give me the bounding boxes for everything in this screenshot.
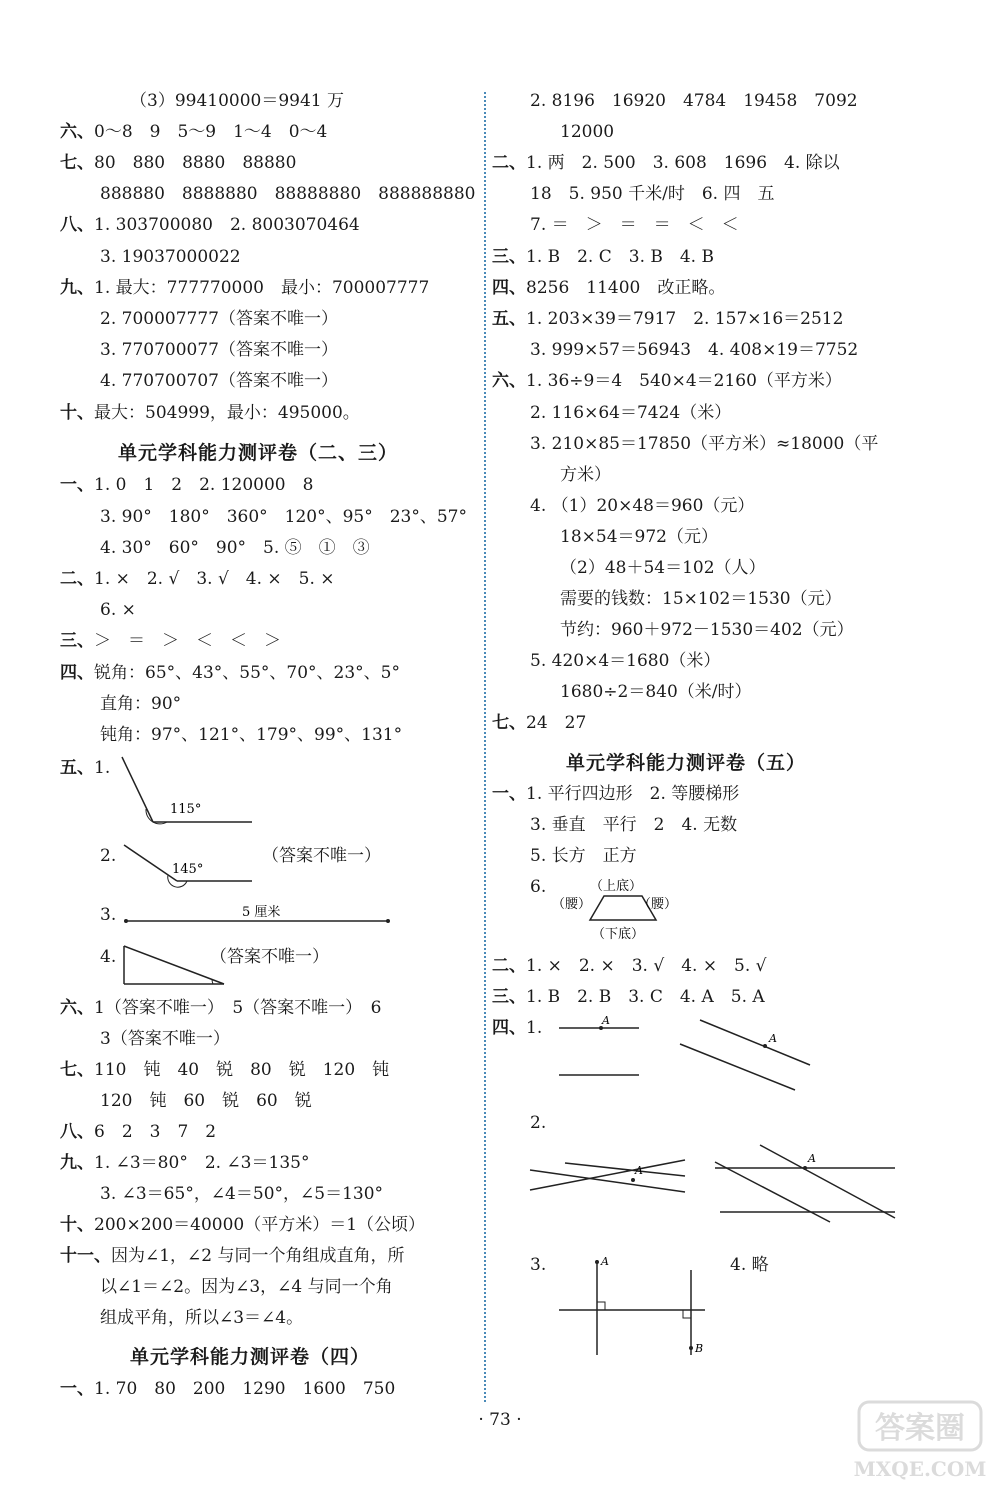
right-answer-line bbox=[530, 1112, 546, 1134]
section-label: 三、 bbox=[60, 631, 94, 651]
answer-text: 4. 略 bbox=[730, 1255, 769, 1275]
answer-text: 3（答案不唯一） bbox=[100, 1029, 230, 1049]
section-label: 七、 bbox=[60, 153, 94, 173]
figure-parallel-1 bbox=[555, 1010, 815, 1095]
answer-text: 1680÷2＝840（米/时） bbox=[560, 682, 752, 702]
right-answer-line bbox=[530, 650, 720, 672]
right-answer-line bbox=[530, 433, 878, 455]
section-label: 六、 bbox=[492, 371, 526, 391]
left-answer-line bbox=[60, 568, 335, 590]
figure-parallel-2 bbox=[525, 1140, 900, 1222]
section-label: 三、 bbox=[492, 247, 526, 267]
answer-text: 1. B 2. C 3. B 4. B bbox=[526, 247, 714, 267]
left-answer-line bbox=[100, 506, 467, 528]
left-answer-line bbox=[100, 183, 475, 205]
figure-trapezoid bbox=[552, 872, 682, 942]
answer-text: 4. （1）20×48＝960（元） bbox=[530, 496, 755, 516]
answer-text: 1. × 2. √ 3. √ 4. × 5. × bbox=[94, 569, 335, 589]
left-answer-line bbox=[60, 1121, 216, 1143]
section-label: 七、 bbox=[60, 1060, 94, 1080]
section-label: 六、 bbox=[60, 122, 94, 142]
left-answer-line bbox=[100, 1090, 312, 1112]
answer-text: 2. 8196 16920 4784 19458 7092 bbox=[530, 91, 858, 111]
answer-text: 方米） bbox=[560, 465, 611, 485]
answer-text: 3. bbox=[100, 905, 117, 925]
section-label: 七、 bbox=[492, 713, 526, 733]
figure-angle-115 bbox=[120, 755, 260, 825]
left-answer-line bbox=[100, 845, 116, 867]
page-number: · 73 · bbox=[478, 1410, 522, 1430]
section-label: 八、 bbox=[60, 215, 94, 235]
answer-text: 7. ＝ ＞ ＝ ＝ ＜ ＜ bbox=[530, 215, 739, 235]
section-label: 九、 bbox=[60, 278, 94, 298]
right-answer-line bbox=[530, 90, 858, 112]
answer-text: 5. 长方 正方 bbox=[530, 846, 637, 866]
right-answer-line bbox=[560, 557, 766, 579]
answer-text: 4. 30° 60° 90° 5. ⑤ ① ③ bbox=[100, 538, 370, 558]
left-answer-line bbox=[100, 308, 338, 330]
left-answer-line bbox=[60, 662, 400, 684]
left-answer-line bbox=[60, 1059, 389, 1081]
answer-text: 1. 平行四边形 2. 等腰梯形 bbox=[526, 784, 740, 804]
section-label: 二、 bbox=[60, 569, 94, 589]
right-answer-line bbox=[560, 588, 842, 610]
left-answer-line bbox=[100, 370, 338, 392]
left-answer-line bbox=[100, 246, 241, 268]
trapezoid-left-label: （腰） bbox=[552, 897, 592, 912]
answer-text: 18 5. 950 千米/时 6. 四 五 bbox=[530, 184, 775, 204]
angle-115-label: 115° bbox=[170, 802, 202, 817]
figure-angle-145 bbox=[122, 843, 262, 888]
right-answer-line bbox=[492, 783, 739, 805]
left-answer-line bbox=[60, 1378, 395, 1400]
section-label: 五、 bbox=[60, 758, 94, 778]
right-answer-line bbox=[560, 121, 614, 143]
answer-text: 6 2 3 7 2 bbox=[94, 1122, 217, 1142]
answer-text: 节约：960＋972－1530＝402（元） bbox=[560, 620, 854, 640]
section-label: 九、 bbox=[60, 1153, 94, 1173]
left-answer-line bbox=[100, 693, 181, 715]
section-label: 四、 bbox=[60, 663, 94, 683]
section-label: 三、 bbox=[492, 987, 526, 1007]
section-label: 二、 bbox=[492, 956, 526, 976]
answer-text: 需要的钱数：15×102＝1530（元） bbox=[560, 589, 842, 609]
answer-text: 1. 203×39＝7917 2. 157×16＝2512 bbox=[526, 309, 844, 329]
svg-text:MXQE.COM: MXQE.COM bbox=[853, 1457, 987, 1481]
right-answer-line bbox=[530, 495, 754, 517]
answer-text: 12000 bbox=[560, 122, 615, 142]
answer-text: 锐角：65°、43°、55°、70°、23°、5° bbox=[94, 663, 400, 683]
left-answer-line bbox=[60, 1152, 309, 1174]
answer-text: 2. 116×64＝7424（米） bbox=[530, 403, 732, 423]
answer-text: 钝角：97°、121°、179°、99°、131° bbox=[100, 725, 403, 745]
answer-text: 5. 420×4＝1680（米） bbox=[530, 651, 721, 671]
answer-text: 1（答案不唯一） 5（答案不唯一） 6 bbox=[94, 998, 382, 1018]
left-answer-line bbox=[60, 757, 110, 779]
section-title: 单元学科能力测评卷（五） bbox=[566, 752, 807, 774]
right-answer-line bbox=[560, 526, 718, 548]
answer-text: 因为∠1，∠2 与同一个角组成直角，所 bbox=[111, 1246, 405, 1266]
answer-text: （2）48＋54＝102（人） bbox=[560, 558, 766, 578]
left-answer-line bbox=[100, 1028, 230, 1050]
answer-text: 888880 8888880 88888880 888888880 bbox=[100, 184, 476, 204]
answer-text: 24 27 bbox=[526, 713, 587, 733]
right-answer-line bbox=[492, 370, 842, 392]
right-answer-line bbox=[560, 681, 752, 703]
right-answer-line bbox=[730, 1254, 769, 1276]
left-answer-line bbox=[100, 1183, 383, 1205]
answer-text: 1. bbox=[526, 1018, 543, 1038]
answer-text: 1. ∠3＝80° 2. ∠3＝135° bbox=[94, 1153, 310, 1173]
left-answer-line bbox=[100, 1276, 393, 1298]
section-label: 十一、 bbox=[60, 1246, 111, 1266]
left-answer-line bbox=[60, 214, 360, 236]
answer-text: 8256 11400 改正略。 bbox=[526, 278, 726, 298]
answer-text: 1. 0 1 2 2. 120000 8 bbox=[94, 475, 314, 495]
right-answer-line bbox=[492, 712, 586, 734]
answer-text: 1. B 2. B 3. C 4. A 5. A bbox=[526, 987, 765, 1007]
left-answer-line bbox=[60, 630, 281, 652]
left-answer-line bbox=[60, 474, 313, 496]
answer-text: 6. × bbox=[100, 600, 136, 620]
left-answer-line bbox=[100, 724, 402, 746]
answer-text: 3. 19037000022 bbox=[100, 247, 241, 267]
answer-text: （3）99410000＝9941 万 bbox=[130, 91, 345, 111]
point-a-label-5: A bbox=[601, 1255, 609, 1268]
right-answer-line bbox=[492, 277, 725, 299]
answer-text: 200×200＝40000（平方米）＝1（公顷） bbox=[94, 1215, 426, 1235]
svg-text:答案圈: 答案圈 bbox=[875, 1411, 965, 1446]
answer-text: 0～8 9 5～9 1～4 0～4 bbox=[94, 122, 328, 142]
answer-text: 2. bbox=[100, 846, 117, 866]
answer-text: 1. 303700080 2. 8003070464 bbox=[94, 215, 360, 235]
right-answer-line bbox=[492, 246, 714, 268]
answer-text: 组成平角，所以∠3＝∠4。 bbox=[100, 1308, 304, 1328]
answer-text: 1. 两 2. 500 3. 608 1696 4. 除以 bbox=[526, 153, 840, 173]
left-answer-line bbox=[100, 1307, 303, 1329]
point-a-label-3: A bbox=[635, 1164, 643, 1177]
answer-text: 3. 999×57＝56943 4. 408×19＝7752 bbox=[530, 340, 859, 360]
left-answer-line bbox=[60, 121, 327, 143]
trapezoid-right-label: （腰） bbox=[638, 897, 678, 912]
section-label: 六、 bbox=[60, 998, 94, 1018]
answer-text: ＞ ＝ ＞ ＜ ＜ ＞ bbox=[94, 631, 281, 651]
section-title: 单元学科能力测评卷（二、三） bbox=[118, 442, 399, 464]
section-label: 八、 bbox=[60, 1122, 94, 1142]
left-answer-line bbox=[100, 904, 116, 926]
left-answer-line bbox=[100, 339, 338, 361]
point-a-label-2: A bbox=[769, 1032, 777, 1045]
answer-text: 以∠1＝∠2。因为∠3，∠4 与同一个角 bbox=[100, 1277, 393, 1297]
right-answer-line bbox=[492, 152, 840, 174]
right-answer-line bbox=[530, 814, 737, 836]
left-answer-line bbox=[60, 152, 296, 174]
point-b-label: B bbox=[695, 1342, 704, 1355]
point-a-label-4: A bbox=[808, 1152, 816, 1165]
angle-4-note: （答案不唯一） bbox=[210, 947, 329, 967]
left-answer-line bbox=[100, 599, 136, 621]
right-answer-line bbox=[530, 339, 858, 361]
figure-segment-5cm bbox=[122, 905, 402, 927]
right-answer-line bbox=[492, 1017, 542, 1039]
right-answer-line bbox=[530, 1254, 546, 1276]
answer-text: 3. bbox=[530, 1255, 547, 1275]
section-label: 四、 bbox=[492, 278, 526, 298]
left-answer-line bbox=[60, 997, 381, 1019]
answer-text: 1. × 2. × 3. √ 4. × 5. √ bbox=[526, 956, 767, 976]
answer-text: 1. 36÷9＝4 540×4＝2160（平方米） bbox=[526, 371, 842, 391]
answer-text: 1. bbox=[94, 758, 111, 778]
section-title: 单元学科能力测评卷（四） bbox=[130, 1346, 371, 1368]
right-answer-line bbox=[560, 619, 854, 641]
angle-2-note: （答案不唯一） bbox=[262, 846, 381, 866]
answer-text: 3. 90° 180° 360° 120°、95° 23°、57° bbox=[100, 507, 467, 527]
trapezoid-bottom-label: （下底） bbox=[592, 927, 645, 942]
right-answer-line bbox=[530, 183, 774, 205]
answer-text: 80 880 8880 88880 bbox=[94, 153, 297, 173]
left-answer-line bbox=[60, 402, 360, 424]
left-answer-line bbox=[130, 90, 344, 112]
answer-text: 4. 770700707（答案不唯一） bbox=[100, 371, 338, 391]
section-label: 十、 bbox=[60, 1215, 94, 1235]
right-answer-line bbox=[492, 308, 843, 330]
section-label: 二、 bbox=[492, 153, 526, 173]
answer-text: 6. bbox=[530, 877, 547, 897]
right-answer-line bbox=[530, 845, 637, 867]
answer-text: 最大：504999，最小：495000。 bbox=[94, 403, 360, 423]
answer-text: 2. bbox=[530, 1113, 547, 1133]
right-answer-line bbox=[530, 876, 546, 898]
section-label: 一、 bbox=[60, 1379, 94, 1399]
segment-label: 5 厘米 bbox=[242, 905, 281, 920]
answer-text: 1. 最大：777770000 最小：700007777 bbox=[94, 278, 430, 298]
left-answer-line bbox=[100, 537, 370, 559]
angle-145-label: 145° bbox=[172, 862, 204, 877]
answer-text: 3. ∠3＝65°，∠4＝50°，∠5＝130° bbox=[100, 1184, 384, 1204]
answer-text: 直角：90° bbox=[100, 694, 182, 714]
section-label: 四、 bbox=[492, 1018, 526, 1038]
answer-text: 1. 70 80 200 1290 1600 750 bbox=[94, 1379, 396, 1399]
answer-text: 4. bbox=[100, 947, 117, 967]
left-answer-line bbox=[100, 946, 116, 968]
right-answer-line bbox=[530, 214, 739, 236]
left-answer-line bbox=[60, 1214, 425, 1236]
trapezoid-top-label: （上底） bbox=[590, 879, 643, 894]
answer-text: 3. 垂直 平行 2 4. 无数 bbox=[530, 815, 738, 835]
right-answer-line bbox=[492, 986, 765, 1008]
right-answer-line bbox=[530, 402, 731, 424]
column-divider bbox=[484, 92, 486, 1402]
answer-text: 3. 210×85＝17850（平方米）≈18000（平 bbox=[530, 434, 879, 454]
section-label: 一、 bbox=[492, 784, 526, 804]
section-label: 十、 bbox=[60, 403, 94, 423]
left-answer-line bbox=[60, 277, 429, 299]
point-a-label-1: A bbox=[602, 1014, 610, 1027]
right-answer-line bbox=[560, 464, 611, 486]
section-label: 五、 bbox=[492, 309, 526, 329]
answer-text: 120 钝 60 锐 60 锐 bbox=[100, 1091, 312, 1111]
answer-text: 110 钝 40 锐 80 锐 120 钝 bbox=[94, 1060, 390, 1080]
watermark-logo bbox=[855, 1398, 985, 1486]
left-answer-line bbox=[60, 1245, 405, 1267]
answer-text: 3. 770700077（答案不唯一） bbox=[100, 340, 338, 360]
figure-perpendicular bbox=[555, 1250, 715, 1360]
answer-text: 2. 700007777（答案不唯一） bbox=[100, 309, 338, 329]
section-label: 一、 bbox=[60, 475, 94, 495]
right-answer-line bbox=[492, 955, 767, 977]
answer-text: 18×54＝972（元） bbox=[560, 527, 718, 547]
